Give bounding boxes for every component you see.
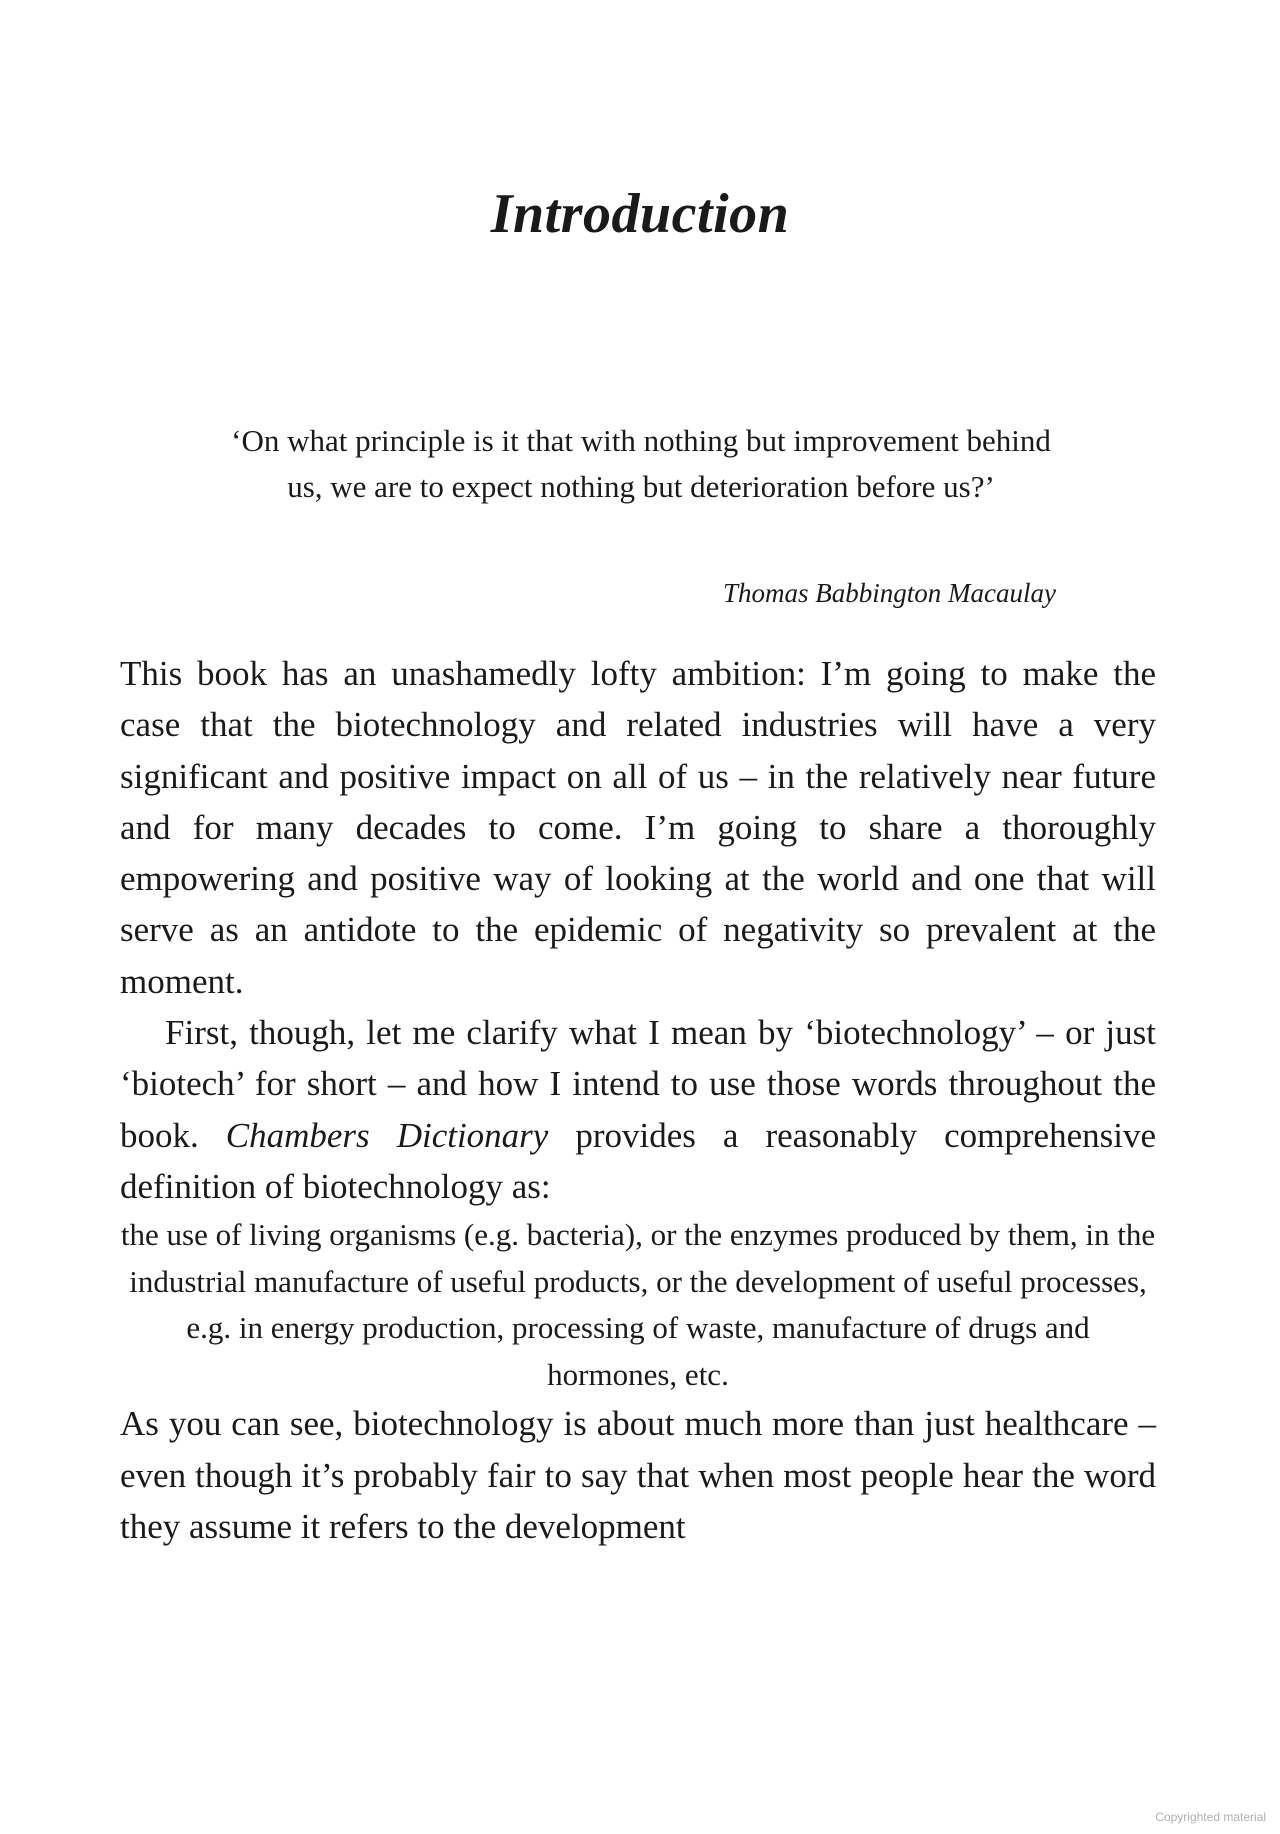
body-paragraph-2 (120, 1007, 1156, 1212)
body-text (120, 648, 1156, 1552)
definition-quote: the use of living organisms (e.g. bacteria), or the enzymes produced by them, in the industrial manufacture of useful products, or the development of useful processes, e.g. in energy production, processing of waste, manufacture of drugs and hormones, etc. (120, 1217, 1156, 1392)
epigraph-author: Thomas Babbington Macaulay (723, 578, 1056, 608)
paragraph-2-text-start: First, though, let me clarify what I mean by ‘biotechnology’ – or just ‘biotech’ for short – and how I intend to use those words throughout the book. (120, 1013, 1156, 1155)
copyright-watermark: Copyrighted material (1155, 1810, 1266, 1824)
body-paragraph-1: This book has an unashamedly lofty ambition: I’m going to make the case that the biotechnology and related industries will have a very significant and positive impact on all of us – in the relatively near future and for many decades to come. I’m going to share a thoroughly empowering and positive way of looking at the world and one that will serve as an antidote to the epidemic of negativity so prevalent at the moment. (120, 654, 1156, 1001)
body-paragraph-3: As you can see, biotechnology is about much more than just healthcare – even though it’s probably fair to say that when most people hear the word they assume it refers to the development (120, 1404, 1156, 1546)
epigraph-quote: ‘On what principle is it that with nothing but improvement behind us, we are to expect nothing but deterioration before us?’ (231, 423, 1051, 504)
paragraph-2-text-end: provides a reasonably comprehensive definition of biotechnology as: (120, 1115, 1156, 1206)
dictionary-title: Chambers Dictionary (225, 1115, 549, 1155)
chapter-title: Introduction (490, 183, 790, 245)
